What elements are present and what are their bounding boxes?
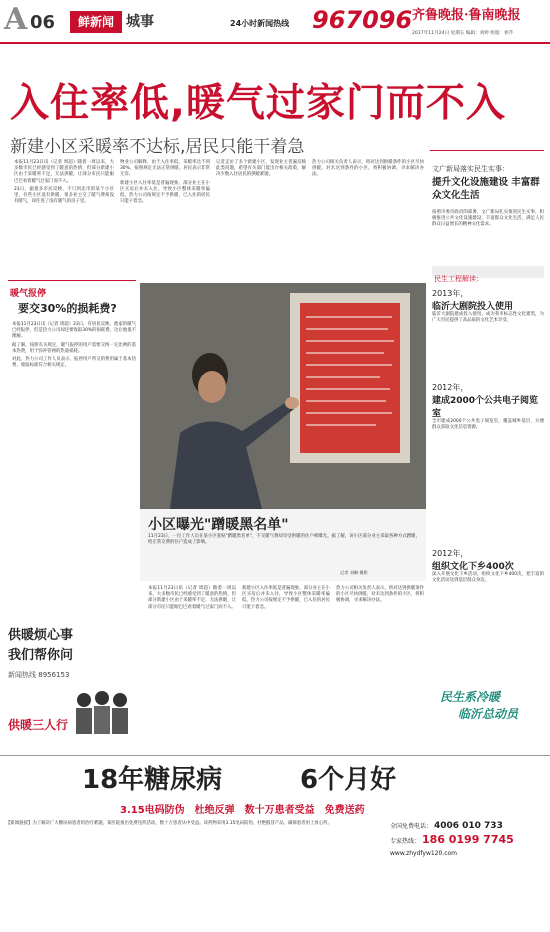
article-col-4 xyxy=(312,160,424,181)
date-editors xyxy=(412,30,513,36)
article-paragraph: 热力公司相关负责人表示，将对达到供暖条件的小区尽快供暖，对未达到条件的小区，将积极协调，寻求解决办法。 xyxy=(312,160,424,178)
year-item: 建成2000个公共电子阅览室 xyxy=(432,396,539,419)
article-paragraph: 记者走访了多个新建小区，发现业主普遍反映此类问题，希望有关部门能出台相关政策，解决少数入住居民的供暖难题。 xyxy=(216,160,306,178)
photo-caption-title: 小区曝光"蹭暖黑名单" xyxy=(148,517,289,533)
article-paragraph: 本报11月23日讯（记者 周超）随着一周以来，大多数市民已经感受到了暖意的热情，但部分新建小区由于采暖率不足，无法供暖，让部分市民只能眼巴巴看着暖气过家门而不入。 xyxy=(148,586,236,610)
header-rule xyxy=(0,42,550,44)
phone-line xyxy=(390,821,546,831)
date: 2017年11月24日 星期五 xyxy=(412,31,465,36)
year-entry xyxy=(432,288,544,324)
year-text: 深入开展文化下乡活动，组织文化下乡400次，把丰富的文化活动送到基层群众身边。 xyxy=(432,572,544,584)
phone-number: 4006 010 733 xyxy=(433,821,503,831)
hotline-number: 967096 xyxy=(312,6,413,34)
right-subtitle-box xyxy=(432,266,544,283)
article-col-3 xyxy=(216,160,306,181)
lower-col-2 xyxy=(242,586,330,611)
sidebar-body xyxy=(12,322,136,371)
people-figures-icon xyxy=(70,688,134,736)
sidebar-kicker: 暖气报停 xyxy=(10,289,47,299)
newspaper-logo: 齐鲁晚报·鲁南晚报 xyxy=(412,8,521,23)
banner-headline-left: 18年糖尿病 xyxy=(82,765,223,795)
website-link[interactable]: www.zhydfyw120.com xyxy=(390,850,458,857)
expert-hotline-label: 专家热线： xyxy=(390,838,421,845)
ad-line-1: 供暖烦心事 xyxy=(8,628,74,643)
ad-block xyxy=(0,618,138,744)
year-text: 全市建成2000个公共电子阅览室，覆盖城乡基层，方便群众获取文化信息资源。 xyxy=(432,419,544,431)
year-text: 临沂大剧院建成投入使用，成为我市标志性文化建筑，为广大市民提供了高品质的文化艺术享受。 xyxy=(432,312,544,324)
year-item: 临沂大剧院投入使用 xyxy=(432,302,514,312)
banner-headline-right: 6个月好 xyxy=(300,765,397,795)
ad-brand: 供暖三人行 xyxy=(8,718,69,732)
article-paragraph: 新建小区入住率低是普遍现象，部分业主在小区买房后并未入住，导致小区整体采暖率偏低，热力公司按规定不予供暖，已入住的居民只能干着急。 xyxy=(242,586,330,610)
year-label: 2012年， xyxy=(432,549,469,558)
editors: 编辑：刘婷 组版：侯芹 xyxy=(465,31,514,36)
section-tag: 鲜新闻 xyxy=(70,11,122,33)
subheadline: 新建小区采暖率不达标,居民只能干着急 xyxy=(10,137,305,157)
ad-hotline xyxy=(8,670,69,680)
photo-illustration xyxy=(140,283,426,509)
year-item: 组织文化下乡400次 xyxy=(432,562,514,572)
right-kicker: 文广新局落实民生实事： xyxy=(432,165,509,173)
year-entry xyxy=(432,382,544,431)
article-paragraph: 新建小区入住率低是普遍现象，部分业主在小区买房后并未入住，导致小区整体采暖率偏低，热力公司按规定不予供暖，已入住的居民只能干着急。 xyxy=(120,180,210,205)
banner-rule xyxy=(0,755,550,756)
article-paragraph: 热力公司相关负责人表示，将对达到供暖条件的小区尽快供暖，对未达到条件的小区，将积极协调，寻求解决办法。 xyxy=(336,586,424,604)
right-intro: 按照市委市政府的部署，文广新局扎实推进民生实事，积极推进公共文化设施建设，丰富群众文化生活，满足人民群众日益增长的精神文化需求。 xyxy=(432,210,544,228)
expert-hotline-number: 186 0199 7745 xyxy=(421,833,514,846)
sidebar-paragraph: 本报11月23日讯（记者 周超）23日，有居民反映，他家的暖气已经报停，但是热力公司却还要收取30%的损耗费，这让他很不理解。 xyxy=(12,322,136,340)
main-headline: 入住率低,暖气过家门而不入 xyxy=(10,81,506,126)
year-label: 2012年， xyxy=(432,383,469,392)
news-photo xyxy=(140,283,426,509)
article-col-1 xyxy=(14,160,114,207)
photo-caption: 11月23日，一位工作人员在某小区张贴"蹭暖黑名单"，不交暖气费却享受供暖的住户被曝光。据了解，该小区部分业主采取各种方式蹭暖，给正常交费的住户造成了影响。 xyxy=(148,534,420,546)
banner-body: 【新闻链接】为了解决广大糖尿病患者的治疗难题，某医院推出免费送药活动，数十万患者从中受益。该药物采用3.15电码防伪，杜绝假冒产品，确保患者用上放心药。 xyxy=(6,821,332,826)
sidebar-paragraph: 据了解，按照有关规定，暖气报停的用户需要交纳一定比例的基本热费，用于弥补管网的热量损耗。 xyxy=(12,342,136,354)
lower-col-1 xyxy=(148,586,236,611)
page-number: 06 xyxy=(30,12,56,33)
year-label: 2013年， xyxy=(432,289,469,298)
hotline-line xyxy=(390,833,546,846)
sidebar-paragraph: 对此，热力公司工作人员表示，报停用户所交的费用属于基本热费，收取标准符合相关规定。 xyxy=(12,357,136,369)
slogan-line-2: 临沂总动员 xyxy=(458,707,519,721)
slogan-box xyxy=(440,688,544,738)
ad-hotline-number: 8956153 xyxy=(38,671,70,679)
ad-hotline-label: 新闻热线 xyxy=(8,671,36,679)
lower-col-3 xyxy=(336,586,424,605)
article-paragraph: 本报11月23日讯（记者 周超）随着一周以来，大多数市民已经感受到了暖意的热情，但部分新建小区由于采暖率不足，无法供暖，让部分市民只能眼巴巴看着暖气过家门而不入。 xyxy=(14,160,114,184)
right-subtitle: 民生工程解读： xyxy=(434,275,483,283)
slogan-line-1: 民生系冷暖 xyxy=(440,690,501,704)
banner-contact xyxy=(390,821,546,857)
photo-credit: 记者 刘琳 摄影 xyxy=(340,570,368,575)
hotline-label: 24小时新闻热线 xyxy=(230,19,290,28)
sidebar-title: 要交30%的损耗费? xyxy=(18,302,117,315)
section-name: 城事 xyxy=(126,14,154,30)
page-letter: A xyxy=(4,2,28,37)
article-paragraph: 23日，据很多市民反映，不只到北市的某个小区里，有些小区没有供暖，很多业主交了暖气费却没有暖气，却住进了没有暖气的房子里。 xyxy=(14,186,114,205)
right-column-rule xyxy=(430,150,544,151)
article-col-2 xyxy=(120,160,210,207)
article-paragraph: 物业公司解释，由于入住率低，采暖率达不到30%，按照规定无法正常供暖。居民表示非常无奈。 xyxy=(120,160,210,178)
year-entry xyxy=(432,548,544,584)
banner-subline: 3.15电码防伪 杜绝反弹 数十万患者受益 免费送药 xyxy=(120,805,365,816)
phone-label: 全国免费电话： xyxy=(390,823,433,830)
right-title: 提升文化设施建设 丰富群众文化生活 xyxy=(432,177,540,201)
ad-line-2: 我们帮你问 xyxy=(8,648,74,663)
ad-banner xyxy=(0,755,550,932)
sidebar-rule xyxy=(8,280,136,281)
